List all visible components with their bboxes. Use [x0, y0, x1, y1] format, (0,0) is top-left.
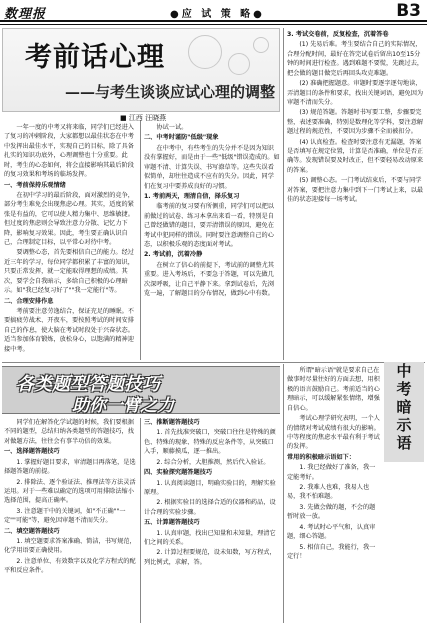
paragraph: 考前要注意劳逸结合，保证充足的睡眠。不要搞疲劳战术、开夜车，要按照考试的时间安排自己的作息，使大脑在考试时段处于兴奋状态。适当参加体育锻炼，放松身心，以饱满的精神迎接中考。	[4, 308, 134, 353]
article-column-1	[4, 123, 137, 359]
header-rule	[0, 24, 427, 25]
side-title-char: 示	[396, 416, 412, 434]
section-heading: 一、考前保持乐观情绪	[4, 181, 66, 189]
section-heading: 常用的积极暗示语如下：	[287, 453, 356, 461]
lead-article-header	[2, 28, 280, 112]
feature-banner	[2, 366, 280, 414]
paragraph: (5) 调整心态。一门考试结束后，不要与同学对答案，要把注意力集中到下一门考试上来，以最佳的状态迎接每一场考试。	[287, 177, 424, 204]
paragraph: 1. 我已经做好了准备，我一定能考好。	[287, 464, 376, 481]
section-heading: 二、填空题答题技巧	[4, 527, 60, 535]
section-heading: 2. 考试前，沉着冷静	[144, 251, 203, 259]
section-heading: 一、选择题答题技巧	[4, 448, 60, 456]
page-number: B3	[396, 1, 421, 21]
paragraph: (3) 规范答题。答题时书写要工整，步骤要完整，表述要准确，特别是数理化等学科，要注意解题过程的规范性，不要因为步骤不全而被扣分。	[287, 109, 424, 136]
paragraph: 4. 考试时心平气和，认真审题，细心答题。	[287, 523, 376, 541]
lead-subtitle: ——与考生谈谈应试心理的调整	[65, 83, 276, 101]
section-heading: 四、实验探究题答题技巧	[144, 469, 213, 477]
article-column-5	[144, 418, 280, 623]
page-header	[0, 0, 427, 22]
side-title-char: 考	[396, 380, 412, 398]
paragraph: 在树立了信心的前提下，考试前的调整尤其重要。进入考场后，不要急于答题，可以先做几次深呼吸，让自己平静下来。拿到试卷后，先浏览一遍，了解题目的分布情况，做到心中有数。	[144, 261, 274, 298]
section-heading: 三、推断题答题技巧	[144, 419, 200, 426]
paragraph: 3. 注意题干中的关键词，如"不正确""一定""可能"等，避免因审题不清而失分。	[4, 507, 126, 525]
side-title-char: 语	[396, 434, 412, 452]
paragraph: 1. 认真阅读题目，明确实验目的，理解实验原理。	[144, 479, 276, 496]
banner-line-2: 助你一臂之力	[72, 396, 174, 416]
paragraph: (2) 准确把握题意。审题时要逐字逐句地读，弄清题目的条件和要求，找出关键词语，避免因为审题不清而失分。	[287, 80, 424, 106]
column-divider	[140, 418, 141, 623]
paragraph: 考试心理学研究表明，一个人的情绪对考试成绩有很大的影响。中等程度的焦虑水平最有利于考试的发挥。	[287, 415, 380, 451]
banner-line-1: 各类题型答题技巧	[16, 374, 160, 395]
section-divider	[2, 362, 425, 363]
side-title-char: 暗	[396, 398, 412, 416]
paragraph: 2. 综合分析，大胆推测，然后代入验证。	[156, 458, 270, 466]
newspaper-brand: 数理报	[4, 7, 47, 22]
side-title-char: 中	[396, 362, 412, 380]
paragraph: (4) 认真检查。检查时要注意有无漏题，答案是否填写在规定位置，计算是否准确，单位是否正确等。发现错误要及时改正，但不要轻易改动原来的答案。	[287, 138, 424, 174]
column-divider	[283, 364, 284, 623]
decor-circle-icon	[253, 37, 269, 53]
paragraph: 1. 填空题要求答案准确、简洁，书写规范，化学用语要正确使用。	[4, 538, 136, 555]
paragraph: 2. 排除法、逐个验证法、推理法等方法灵活运用。对于一些难以确定的选项可用排除法缩小选择范围，提高正确率。	[4, 478, 136, 505]
paragraph: 2. 我难人也难，我易人也易，我不怕难题。	[287, 484, 370, 501]
paragraph: 要调整心态，首先要相信自己的能力。经过近三年的学习，每位同学都积累了丰富的知识，只要正常发挥，就一定能取得理想的成绩。其次，要学会自我暗示，多给自己积极的心理暗示。如"我已经复习好了""我一定能行"等。	[4, 249, 134, 295]
paragraph: 一年一度的中考又将来临，同学们已经进入了复习的冲刺阶段，大家都想以最佳状态在中考中发挥出最佳水平，实现自己的目标，除了具备扎实的知识功底外，心理调整也十分重要。此时，考生的心态如何，将会直接影响其最后阶段的复习效果和考场的临场发挥。	[4, 124, 134, 179]
lead-byline: ■ 江西 汪晓燕	[120, 114, 167, 122]
paragraph: 所谓"暗示语"就是要求自己在做事时尽量往好的方面去想，用积极的语言鼓励自己。考前适当的心理暗示，可以缓解紧张情绪，增强自信心。	[287, 367, 380, 412]
section-heading: 二、中考时谨防"低级"现象	[144, 134, 219, 142]
paragraph: 2. 计算过程要规范，设未知数，写方程式，列比例式，求解，答。	[144, 549, 276, 566]
paragraph: 1. 首先找准突破口，突破口往往是特殊的颜色、特殊的现象、特殊的反应条件等，从突破口入手，顺藤摸瓜，逐一推出。	[144, 429, 276, 456]
paragraph: 1. 掌握好题目要求，审清题目再落笔，是选择题答题的前提。	[4, 458, 136, 476]
column-divider	[283, 28, 284, 360]
article-column-3	[287, 30, 424, 358]
side-feature-title	[384, 362, 424, 462]
paragraph: 3. 先做会做的题，不会的题暂时放一放。	[287, 503, 376, 521]
paragraph: (1) 先易后难。考生要结合自己的实际情况，合理分配时间，最好在答完试卷后留出10至15分钟的时间进行检查。遇到难题不要慌，先跳过去，把会做的题目做完后再回头攻克难题。	[287, 41, 424, 77]
paragraph: 2. 注意单位、有效数字以及化学方程式的配平和反应条件。	[4, 557, 136, 575]
paragraph: 5. 相信自己，我能行，我一定行！	[287, 543, 376, 561]
article-column-4	[4, 418, 137, 623]
section-title: ●应 试 策 略●	[170, 9, 265, 20]
article-column-6	[287, 366, 381, 623]
decor-circle-icon	[188, 35, 222, 69]
paragraph: 2. 根据实验目的选择合适的仪器和药品，设计合理的实验步骤。	[144, 499, 276, 516]
decor-circle-icon	[228, 53, 250, 75]
paragraph: 1. 认真审题，找出已知量和未知量，理清它们之间的关系。	[144, 529, 276, 547]
column-divider	[140, 120, 141, 360]
section-heading: 二、合理安排作息	[4, 297, 54, 305]
article-column-2	[144, 123, 280, 359]
section-heading: 五、计算题答题技巧	[144, 519, 200, 527]
paragraph: 同学们在解答化学试题的时候，我们要根据不同的题型，总结归纳各类题型的答题技巧，找对做题方法，往往会有事半功倍的效果。	[4, 419, 134, 445]
section-heading: 3. 考试交卷前，反复检查，沉着答卷	[287, 31, 389, 38]
paragraph: 在中考中，有些考生的失分并不是因为知识没有掌握好，而是由于一些"低级"错误造成的。如审题不清、计算失误、书写潦草等。这些失误看似简单，却往往造成不应有的失分。因此，同学们在复习中要养成良好的习惯。	[144, 144, 280, 190]
lead-title: 考前话心理	[25, 42, 165, 73]
paragraph: 在初中学习的最后阶段，面对激烈的竞争，部分考生难免会出现焦虑心理。其实，适度的紧张是有益的，它可以使人精力集中、思维敏捷。但过度的焦虑则会导致注意力分散、记忆力下降，影响复习效果。因此，考生要正确认识自己，合理制定目标，以平常心对待中考。	[4, 191, 134, 247]
paragraph: 临考前的复习要有所侧重，同学们可以把以前做过的试卷、练习本拿出来看一看，特别是自己曾经做错的题目，要弄清错误的原因，避免在考试中犯同样的错误。同时要注意调整自己的心态，以积极乐观的态度面对考试。	[144, 203, 274, 249]
paragraph: 协试一试。	[156, 124, 188, 131]
section-heading: 1. 考前两天，理清自信，择乐复习	[144, 192, 240, 200]
